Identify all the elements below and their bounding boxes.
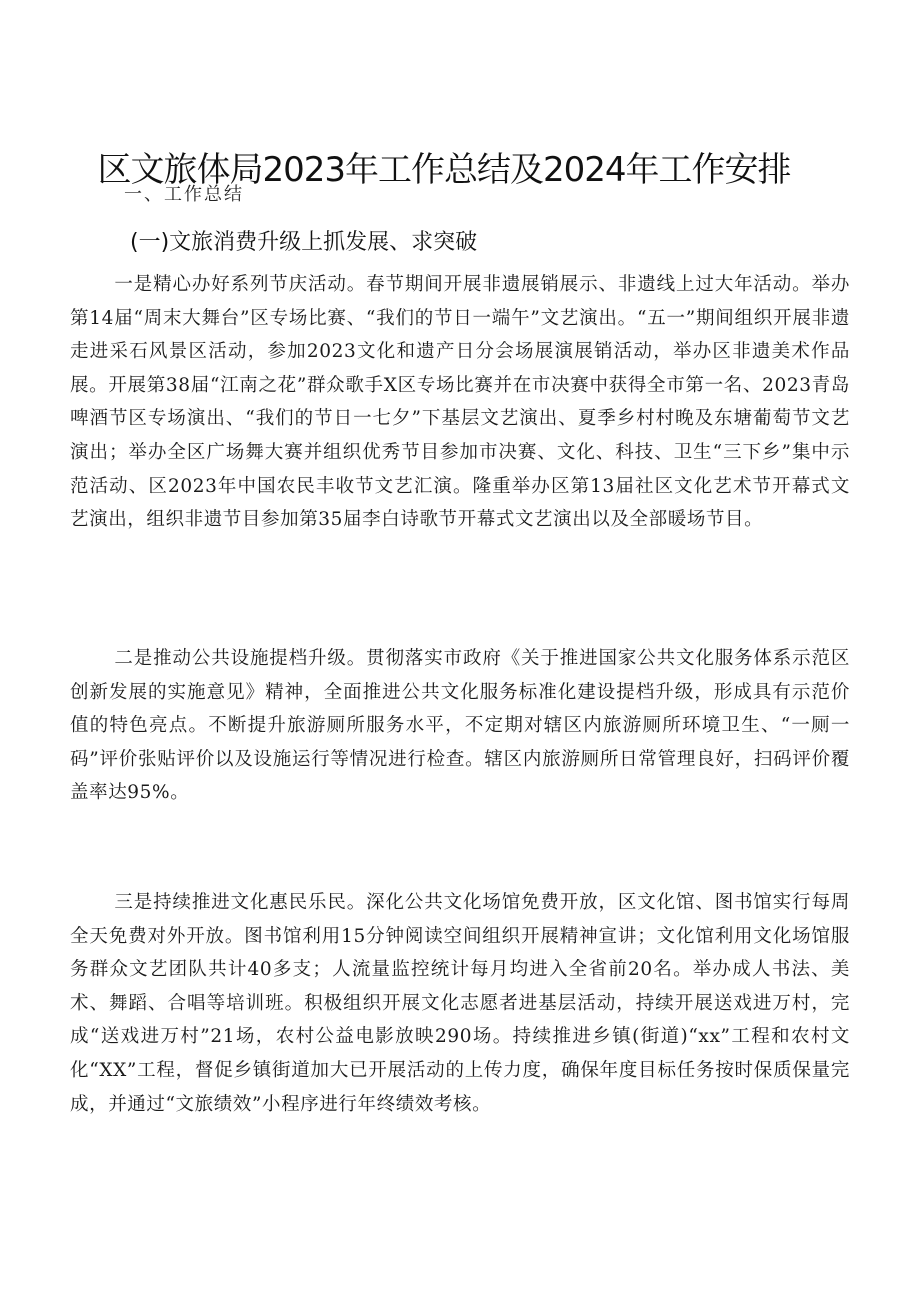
section-heading: 一、工作总结 bbox=[124, 184, 244, 205]
document-title: 区文旅体局2023年工作总结及2024年工作安排 bbox=[97, 149, 791, 190]
paragraph-cultural-benefits: 三是持续推进文化惠民乐民。深化公共文化场馆免费开放，区文化馆、图书馆实行每周全天免费对外开放。图书馆利用15分钟阅读空间组织开展精神宣讲；文化馆利用文化场馆服务群众文艺团队共计40多支；人流量监控统计每月均进入全省前20名。举办成人书法、美术、舞蹈、合唱等培训班。积极组织开展文化志愿者进基层活动，持续开展送戏进万村，完成“送戏进万村”21场，农村公益电影放映290场。持续推进乡镇(街道)“xx”工程和农村文化“XX”工程，督促乡镇街道加大已开展活动的上传力度，确保年度目标任务按时保质保量完成，并通过“文旅绩效”小程序进行年终绩效考核。 bbox=[70, 892, 850, 1115]
paragraph-festival-activities: 一是精心办好系列节庆活动。春节期间开展非遗展销展示、非遗线上过大年活动。举办第14届“周末大舞台”区专场比赛、“我们的节日一端午”文艺演出。“五一”期间组织开展非遗走进采石风景区活动，参加2023文化和遗产日分会场展演展销活动，举办区非遗美术作品展。开展第38届“江南之花”群众歌手X区专场比赛并在市决赛中获得全市第一名、2023青岛啤酒节区专场演出、“我们的节日一七夕”下基层文艺演出、夏季乡村村晚及东塘葡萄节文艺演出；举办全区广场舞大赛并组织优秀节目参加市决赛、文化、科技、卫生“三下乡”集中示范活动、区2023年中国农民丰收节文艺汇演。隆重举办区第13届社区文化艺术节开幕式文艺演出，组织非遗节目参加第35届李白诗歌节开幕式文艺演出以及全部暖场节目。 bbox=[70, 274, 850, 531]
paragraph-public-facilities: 二是推动公共设施提档升级。贯彻落实市政府《关于推进国家公共文化服务体系示范区创新发展的实施意见》精神，全面推进公共文化服务标准化建设提档升级，形成具有示范价值的特色亮点。不断提升旅游厕所服务水平，不定期对辖区内旅游厕所环境卫生、“一厕一码”评价张贴评价以及设施运行等情况进行检查。辖区内旅游厕所日常管理良好，扫码评价覆盖率达95%。 bbox=[70, 648, 850, 804]
sub-heading: (一)文旅消费升级上抓发展、求突破 bbox=[130, 230, 478, 255]
